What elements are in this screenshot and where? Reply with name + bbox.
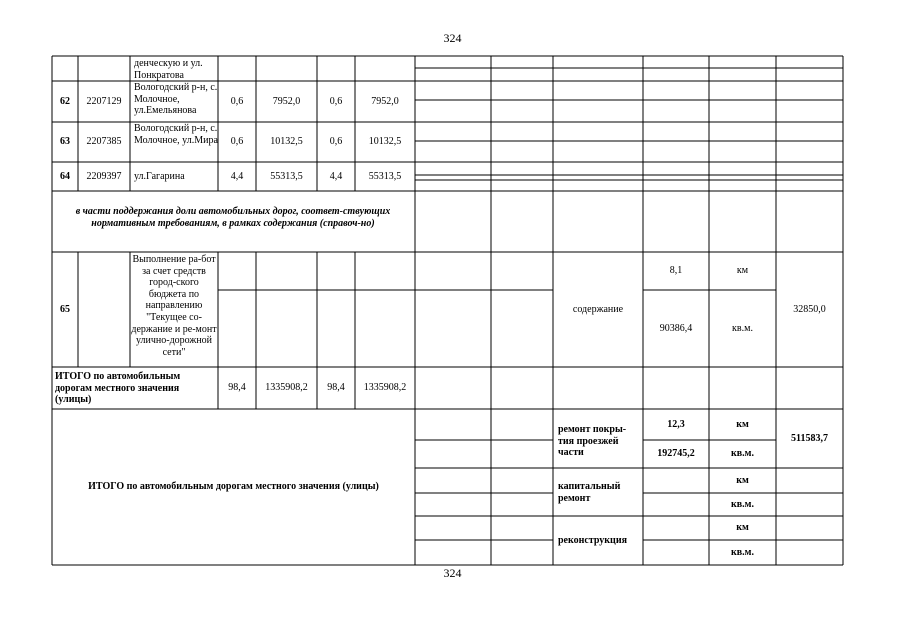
row-65-work-type: содержание [572,303,624,315]
row-63-number: 63 [60,136,70,148]
row-62-name: Вологодский р-н, с. Молочное, ул.Емельянова [134,82,218,116]
row-62-area-2: 7952,0 [371,95,399,107]
row-64-area: 55313,5 [270,170,303,182]
itogo-final-label: ИТОГО по автомобильным дорогам местного значения (улицы) [88,481,379,493]
row-63-code: 2207385 [86,136,122,148]
row-61-name-tail: денческую и ул. Понкратова [134,58,203,81]
row-64-number: 64 [60,170,70,182]
row-64-length: 4,4 [230,170,244,182]
kap-remont-label: капитальный ремонт [558,481,621,504]
remont-km-value: 12,3 [667,418,685,430]
row-65-description: Выполнение ра-бот за счет средств город-ского бюджета по направлению "Текущее со-держание и ре-монт улично-дорожной сети" [131,254,217,358]
row-63-length-2: 0,6 [329,136,343,148]
rek-m2-unit: кв.м. [731,546,754,558]
row-63-area-2: 10132,5 [368,136,402,148]
itogo-streets-area: 1335908,2 [265,382,308,394]
itogo-streets-length: 98,4 [228,382,246,394]
row-64-code: 2209397 [86,170,122,182]
row-65-unit-km: км [736,265,749,277]
kap-km-unit: км [736,474,749,486]
reconstruction-label: реконструкция [558,534,627,546]
row-65-qty-km: 8,1 [669,265,683,277]
row-64-length-2: 4,4 [329,170,343,182]
remont-label: ремонт покры-тия проезжей части [558,424,627,458]
row-65-qty-m2: 90386,4 [659,322,693,334]
remont-m2-unit: кв.м. [731,448,754,460]
section-title: в части поддержания доли автомобильных дорог, соответ-ствующих нормативным требованиям, в рамках содержания (справоч-но) [75,206,391,229]
row-64-area-2: 55313,5 [368,170,402,182]
page-number-bottom: 324 [443,566,462,580]
rek-km-unit: км [736,522,749,534]
itogo-streets-area-2: 1335908,2 [363,382,407,394]
row-65-number: 65 [60,303,70,315]
row-62-number: 62 [60,95,70,107]
row-64-name: ул.Гагарина [134,170,185,182]
remont-m2-value: 192745,2 [657,448,695,460]
page-number-top: 324 [443,31,462,45]
row-63-length: 0,6 [230,136,244,148]
row-63-area: 10132,5 [270,136,303,148]
row-62-area: 7952,0 [272,95,301,107]
row-62-length: 0,6 [230,95,244,107]
remont-total: 511583,7 [791,432,828,444]
row-65-unit-m2: кв.м. [732,322,753,334]
itogo-streets-length-2: 98,4 [327,382,345,394]
row-62-length-2: 0,6 [329,95,343,107]
row-63-name: Вологодский р-н, с. Молочное, ул.Мира [134,123,218,146]
row-65-total: 32850,0 [793,303,826,315]
kap-m2-unit: кв.м. [731,498,754,510]
row-62-code: 2207129 [86,95,122,107]
remont-km-unit: км [736,418,749,430]
itogo-streets-label: ИТОГО по автомобильным дорогам местного значения (улицы) [55,371,181,405]
